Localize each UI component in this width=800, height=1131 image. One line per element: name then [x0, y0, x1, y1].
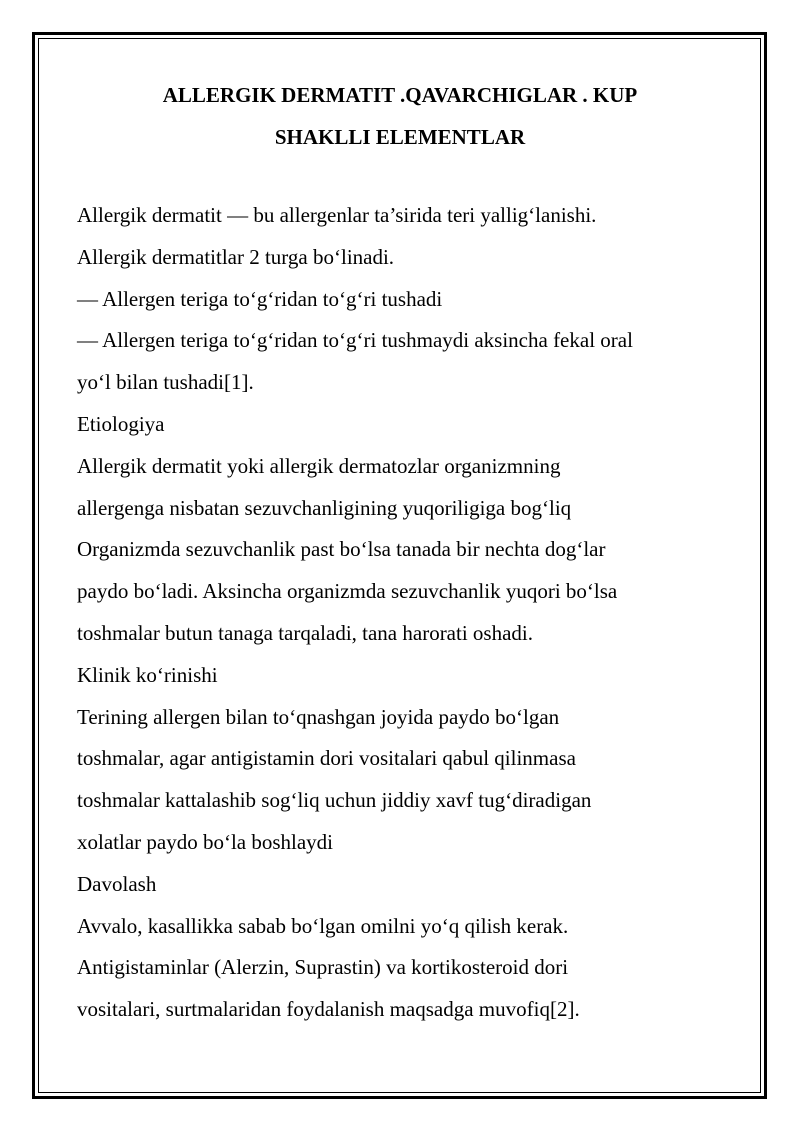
text-line: paydo bo‘ladi. Aksincha organizmda sezuvchanlik yuqori bo‘lsa	[77, 579, 618, 604]
document-title	[76, 74, 724, 158]
title-line-2: SHAKLLI ELEMENTLAR	[274, 125, 526, 149]
text-line: Terining allergen bilan to‘qnashgan joyida paydo bo‘lgan	[77, 704, 560, 729]
text-line: Allergik dermatit — bu allergenlar ta’sirida teri yallig‘lanishi.	[77, 203, 597, 227]
text-line: Allergik dermatit yoki allergik dermatozlar organizmning	[77, 453, 561, 478]
section-heading-klinik: Klinik ko‘rinishi	[77, 662, 218, 687]
text-line: vositalari, surtmalaridan foydalanish maqsadga muvofiq[2].	[77, 997, 580, 1022]
text-line: toshmalar butun tanaga tarqaladi, tana harorati oshadi.	[77, 620, 534, 645]
text-line: Antigistaminlar (Alerzin, Suprastin) va kortikosteroid dori	[77, 955, 569, 980]
text-line: — Allergen teriga to‘g‘ridan to‘g‘ri tushadi	[77, 286, 443, 311]
document-body	[77, 195, 737, 1031]
text-line: xolatlar paydo bo‘la boshlaydi	[77, 829, 334, 854]
text-line: toshmalar, agar antigistamin dori vositalari qabul qilinmasa	[77, 746, 576, 771]
text-line: yo‘l bilan tushadi[1].	[77, 370, 254, 395]
text-line: toshmalar kattalashib sog‘liq uchun jiddiy xavf tug‘diradigan	[77, 788, 592, 813]
text-line: allergenga nisbatan sezuvchanligining yuqoriligiga bog‘liq	[77, 495, 572, 520]
section-heading-etiologiya: Etiologiya	[77, 411, 165, 436]
text-line: Allergik dermatitlar 2 turga bo‘linadi.	[77, 244, 395, 269]
text-line: Avvalo, kasallikka sabab bo‘lgan omilni yo‘q qilish kerak.	[77, 913, 569, 938]
text-line: — Allergen teriga to‘g‘ridan to‘g‘ri tushmaydi aksincha fekal oral	[77, 328, 633, 353]
title-line-1: ALLERGIK DERMATIT .QAVARCHIGLAR . KUP	[162, 83, 638, 107]
text-line: Organizmda sezuvchanlik past bo‘lsa tanada bir nechta dog‘lar	[77, 537, 606, 562]
section-heading-davolash: Davolash	[77, 871, 157, 896]
